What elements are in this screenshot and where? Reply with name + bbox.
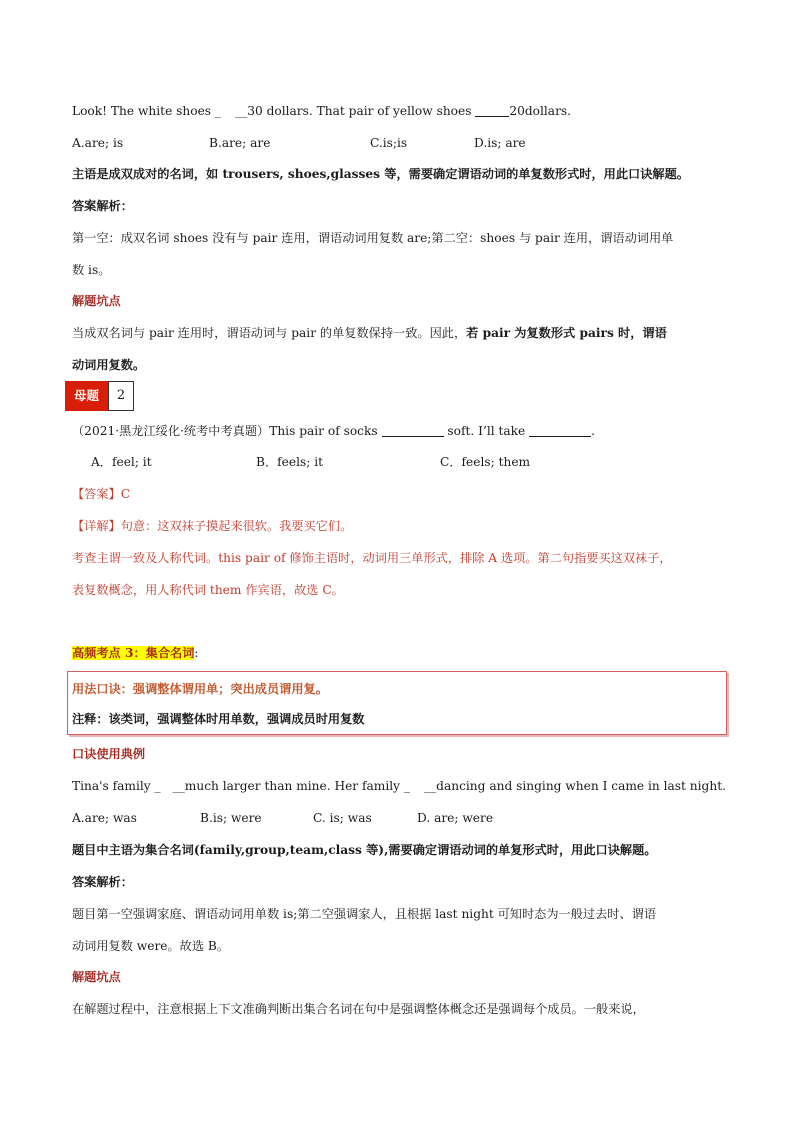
question-tag-label: 母题 <box>65 381 108 411</box>
option-a: A．feel; it <box>91 455 152 469</box>
example-label: 口诀使用典例 <box>72 747 146 761</box>
answer-analysis-text-1a: 第一空：成双名词 shoes 没有与 pair 连用，谓语动词用复数 are;第二空：shoes 与 pair 连用，谓语动词用单 <box>72 231 674 245</box>
pitfall-text-1b: 动词用复数。 <box>72 358 146 372</box>
option-b: B.are; are <box>209 136 271 150</box>
section-3-title: 高频考点 3：集合名词: <box>72 646 199 660</box>
option-c: C．feels; them <box>440 455 531 469</box>
question-2-options <box>72 453 730 471</box>
option-a: A.are; is <box>72 136 124 150</box>
question-2-stem: （2021·黑龙江绥化·统考中考真题）This pair of socks soft. I’ll take . <box>72 424 596 438</box>
option-a: A.are; was <box>72 811 137 825</box>
option-b: B．feels; it <box>256 455 324 469</box>
answer-analysis-text-3b: 动词用复数 were。故选 B。 <box>72 939 230 953</box>
question-1-options <box>72 134 730 152</box>
answer-2: 【答案】C <box>72 487 131 501</box>
option-d: D. are; were <box>417 811 494 825</box>
question-tag-number: 2 <box>108 381 134 411</box>
option-b: B.is; were <box>200 811 262 825</box>
detail-line-1: 【详解】句意：这双袜子摸起来很软。我要买它们。 <box>72 519 353 533</box>
question-1-stem: Look! The white shoes _ __30 dollars. That pair of yellow shoes 20dollars. <box>72 104 572 118</box>
rule-text-1: 主语是成双成对的名词，如 trousers, shoes,glasses 等，需要确定谓语动词的单复数形式时，用此口诀解题。 <box>72 167 689 181</box>
pitfall-label-3: 解题坑点 <box>72 970 121 984</box>
detail-line-3: 表复数概念，用人称代词 them 作宾语，故选 C。 <box>72 583 344 597</box>
answer-analysis-text-3a: 题目第一空强调家庭、谓语动词用单数 is;第二空强调家人，且根据 last night 可知时态为一般过去时、谓语 <box>72 907 657 921</box>
question-3-stem: Tina's family _ __much larger than mine. Her family _ __dancing and singing when I came in last night. <box>72 779 726 793</box>
option-c: C.is;is <box>370 136 408 150</box>
pitfall-text-3: 在解题过程中，注意根据上下文准确判断出集合名词在句中是强调整体概念还是强调每个成员。一般来说， <box>72 1002 645 1016</box>
question-3-options <box>72 809 730 827</box>
answer-analysis-label-3: 答案解析： <box>72 875 133 889</box>
answer-analysis-label-1: 答案解析： <box>72 199 133 213</box>
answer-blank <box>475 104 509 117</box>
mnemonic-line-1: 用法口诀：强调整体谓用单；突出成员谓用复。 <box>72 682 328 696</box>
mnemonic-line-2: 注释：该类词，强调整体时用单数，强调成员时用复数 <box>72 712 365 726</box>
answer-blank <box>529 424 591 437</box>
pitfall-label-1: 解题坑点 <box>72 294 121 308</box>
detail-line-2: 考查主谓一致及人称代词。this pair of 修饰主语时，动词用三单形式，排除 A 选项。第二句指要买这双袜子， <box>72 551 672 565</box>
option-c: C. is; was <box>313 811 372 825</box>
pitfall-text-1a: 当成双名词与 pair 连用时，谓语动词与 pair 的单复数保持一致。因此，若 pair 为复数形式 pairs 时，谓语 <box>72 326 667 340</box>
rule-text-3: 题目中主语为集合名词(family,group,team,class 等),需要确定谓语动词的单复形式时，用此口诀解题。 <box>72 843 657 857</box>
answer-blank <box>382 424 444 437</box>
answer-analysis-text-1b: 数 is。 <box>72 263 111 277</box>
option-d: D.is; are <box>474 136 526 150</box>
